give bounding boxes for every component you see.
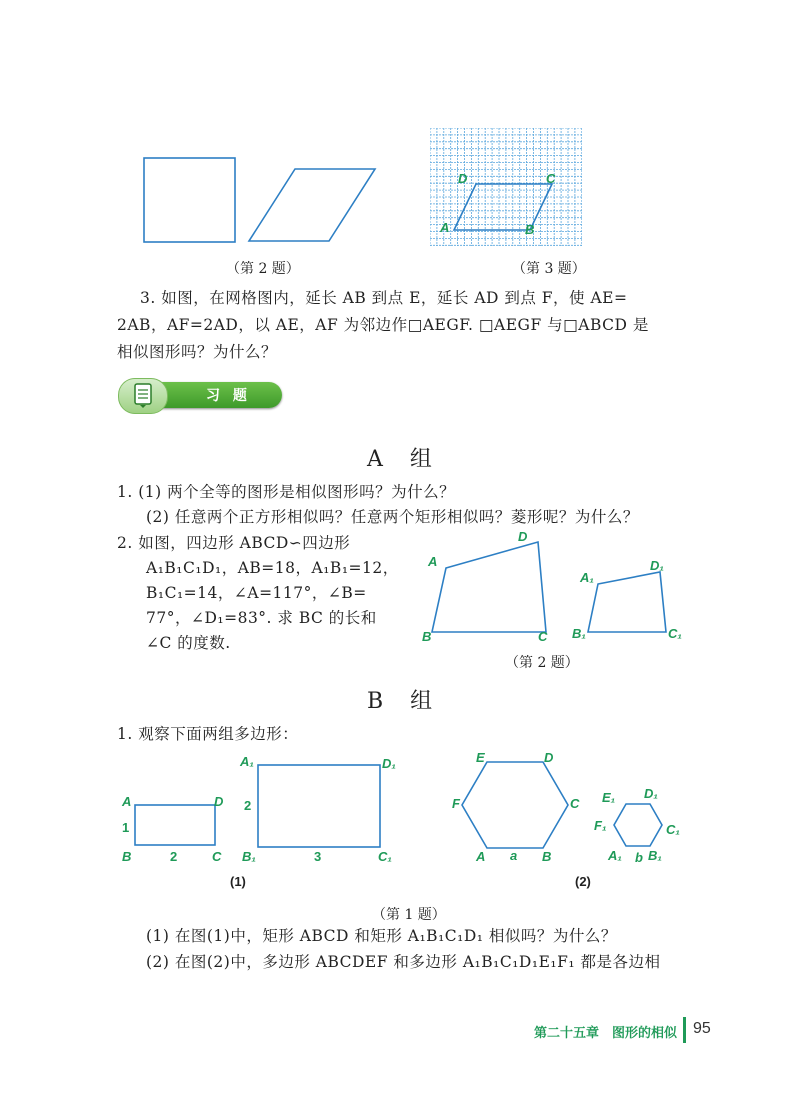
rect-label-c1: C₁ <box>378 849 392 864</box>
rect-label-d1: D₁ <box>382 756 396 771</box>
group-a-q2-line4: 77°，∠D₁=83°. 求 BC 的长和 <box>146 609 377 627</box>
hexagon-a1b1c1d1e1f1 <box>614 804 662 846</box>
footer-divider <box>683 1017 686 1043</box>
rect-side-w-large: 3 <box>314 849 322 864</box>
hex-label-a: A <box>476 849 486 864</box>
group-a-q1-part2: (2) 任意两个正方形相似吗？任意两个矩形相似吗？菱形呢？为什么？ <box>146 508 639 526</box>
figure-problem-2-square <box>140 155 240 245</box>
group-a-q2-line1: 2. 如图，四边形 ABCD∽四边形 <box>117 534 351 552</box>
grid-label-a: A <box>440 220 450 235</box>
rect-label-a: A <box>122 794 132 809</box>
group-b-title: B 组 <box>367 689 443 714</box>
caption-problem-2: （第 2 题） <box>226 261 300 277</box>
hex-label-f1: F₁ <box>594 818 607 833</box>
exercise-banner <box>118 378 284 412</box>
quad-abcd <box>432 542 546 632</box>
group-a-q1-part1: 1. (1) 两个全等的图形是相似图形吗？为什么？ <box>117 483 456 501</box>
hex-side-a: a <box>510 848 518 863</box>
caption-problem-3: （第 3 题） <box>512 261 586 277</box>
caption-group-a-q2: （第 2 题） <box>505 655 579 671</box>
figure-group-a-q2 <box>420 528 700 648</box>
hex-label-b: B <box>542 849 552 864</box>
hex-label-e1: E₁ <box>602 790 616 805</box>
hex-label-c: C <box>570 796 580 811</box>
quad-label-b1: B₁ <box>572 626 586 641</box>
rect-a1b1c1d1 <box>258 765 380 847</box>
hex-label-a1: A₁ <box>608 848 622 863</box>
hex-label-d: D <box>544 750 554 765</box>
figure-group-b-q1 <box>110 750 700 890</box>
problem3-line1: 3. 如图，在网格图内，延长 AB 到点 E，延长 AD 到点 F，使 AE= <box>140 289 628 307</box>
quad-label-d: D <box>518 529 528 544</box>
grid-label-d: D <box>458 171 468 186</box>
rect-label-a1: A₁ <box>240 754 254 769</box>
group-b-q1: 1. 观察下面两组多边形： <box>117 725 299 743</box>
group-a-q2-line5: ∠C 的度数. <box>146 634 231 652</box>
hex-label-b1: B₁ <box>648 848 662 863</box>
quad-a1b1c1d1 <box>588 572 666 632</box>
rect-side-h-large: 2 <box>244 798 252 813</box>
rect-label-b1: B₁ <box>242 849 256 864</box>
footer-chapter: 第二十五章 图形的相似 <box>534 1025 678 1040</box>
hex-label-e: E <box>476 750 485 765</box>
group-b-sub1: (1) 在图(1)中，矩形 ABCD 和矩形 A₁B₁C₁D₁ 相似吗？为什么？ <box>146 927 617 945</box>
group-a-title: A 组 <box>367 447 442 472</box>
figure-problem-2-rhombus <box>245 165 380 245</box>
group-b-sub2: (2) 在图(2)中，多边形 ABCDEF 和多边形 A₁B₁C₁D₁E₁F₁ 都是各边相 <box>146 953 661 971</box>
fig1-sub-label: (1) <box>230 874 246 889</box>
grid-label-b: B <box>525 222 535 237</box>
grid-label-c: C <box>546 171 556 186</box>
caption-group-b-q1: （第 1 题） <box>372 907 446 923</box>
rect-label-c: C <box>212 849 222 864</box>
page-number: 95 <box>693 1020 711 1037</box>
rhombus-shape <box>249 169 375 241</box>
rect-side-w: 2 <box>170 849 178 864</box>
quad-label-c1: C₁ <box>668 626 682 641</box>
hex-label-c1: C₁ <box>666 822 680 837</box>
rect-label-b: B <box>122 849 132 864</box>
notebook-icon <box>132 382 154 408</box>
hexagon-abcdef <box>462 762 568 848</box>
banner-label: 习 题 <box>206 388 251 404</box>
quad-label-c: C <box>538 629 548 644</box>
problem3-line2: 2AB，AF=2AD，以 AE，AF 为邻边作□AEGF. □AEGF 与□ABCD 是 <box>117 316 649 334</box>
hex-label-f: F <box>452 796 460 811</box>
quad-label-a: A <box>428 554 438 569</box>
quad-label-b: B <box>422 629 432 644</box>
fig2-sub-label: (2) <box>575 874 591 889</box>
rect-abcd <box>135 805 215 845</box>
square-shape <box>144 158 235 242</box>
rect-label-d: D <box>214 794 224 809</box>
group-a-q2-line2: A₁B₁C₁D₁，AB=18，A₁B₁=12， <box>146 559 399 577</box>
hex-label-d1: D₁ <box>644 786 658 801</box>
hex-side-b: b <box>635 850 643 865</box>
group-a-q2-line3: B₁C₁=14，∠A=117°，∠B= <box>146 584 367 602</box>
rect-side-h: 1 <box>122 820 130 835</box>
parallelogram-abcd <box>454 184 552 230</box>
quad-label-d1: D₁ <box>650 558 664 573</box>
figure-problem-3-grid <box>430 128 582 246</box>
quad-label-a1: A₁ <box>580 570 594 585</box>
problem3-line3: 相似图形吗？为什么？ <box>117 343 278 361</box>
